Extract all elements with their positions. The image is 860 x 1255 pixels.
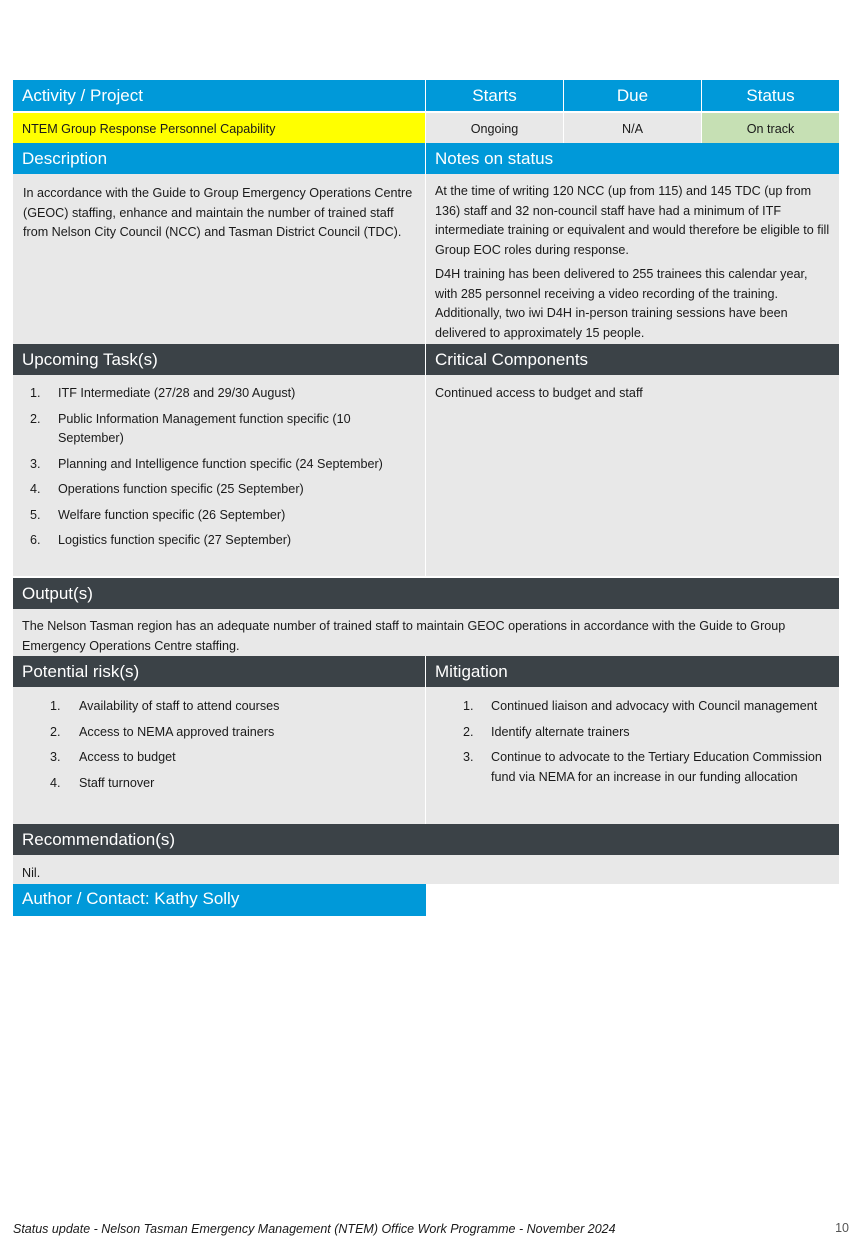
starts-header: Starts: [426, 80, 564, 111]
list-item: 6. Logistics function specific (27 September): [30, 533, 292, 547]
status-header: Status: [702, 80, 839, 111]
author-contact: Author / Contact: Kathy Solly: [13, 884, 426, 916]
project-due: N/A: [564, 113, 702, 143]
header-row: [13, 80, 839, 111]
project-row: [13, 113, 839, 143]
project-name: NTEM Group Response Personnel Capability: [13, 113, 426, 143]
project-starts: Ongoing: [426, 113, 564, 143]
output-body-row: [13, 609, 839, 656]
description-notes-header-row: [13, 143, 839, 174]
output-text: The Nelson Tasman region has an adequate number of trained staff to maintain GEOC operations in accordance with the Guide to Group Emergency Operations Centre staffing.: [22, 619, 786, 653]
mitigation-cell: [426, 687, 839, 824]
critical-heading: Critical Components: [426, 344, 839, 375]
list-item: 4. Staff turnover: [50, 775, 155, 790]
page-number: 10: [835, 1221, 849, 1235]
footer-text: Status update - Nelson Tasman Emergency Management (NTEM) Office Work Programme - November 2024: [13, 1222, 616, 1236]
notes-paragraph-2: D4H training has been delivered to 255 trainees this calendar year, with 285 personnel receiving a video recording of the training. Additionally, two iwi D4H in-person training sessions have been delivered to approximately 15 people.: [435, 267, 808, 340]
description-heading: Description: [13, 143, 426, 174]
list-item: 2. Public Information Management function specific (10 September): [30, 411, 351, 445]
risks-list: [43, 697, 415, 793]
recommendation-text: Nil.: [13, 855, 839, 884]
upcoming-heading: Upcoming Task(s): [13, 344, 426, 375]
list-item: 5. Welfare function specific (26 September): [30, 507, 286, 522]
output-cell: [13, 609, 839, 656]
critical-text: Continued access to budget and staff: [435, 386, 643, 400]
risk-mitigation-body-row: [13, 687, 839, 824]
mitigation-heading: Mitigation: [426, 656, 839, 687]
list-item: 3. Planning and Intelligence function specific (24 September): [30, 456, 383, 471]
notes-cell: [426, 174, 839, 344]
critical-cell: [426, 375, 839, 576]
project-status: On track: [702, 113, 839, 143]
activity-header: Activity / Project: [13, 80, 426, 111]
status-report-table: [13, 80, 839, 916]
list-item: 3. Continue to advocate to the Tertiary Education Commission fund via NEMA for an increase in our funding allocation: [463, 750, 822, 784]
description-text: In accordance with the Guide to Group Emergency Operations Centre (GEOC) staffing, enhance and maintain the number of trained staff from Nelson City Council (NCC) and Tasman District Council (TDC).: [23, 186, 413, 239]
output-header-row: [13, 578, 839, 609]
list-item: 2. Identify alternate trainers: [463, 724, 630, 739]
description-notes-body-row: [13, 174, 839, 344]
mitigation-list: [456, 697, 831, 787]
list-item: 1. ITF Intermediate (27/28 and 29/30 August): [30, 386, 296, 400]
due-header: Due: [564, 80, 702, 111]
list-item: 4. Operations function specific (25 September): [30, 482, 304, 496]
list-item: 2. Access to NEMA approved trainers: [50, 724, 275, 739]
notes-heading: Notes on status: [426, 143, 839, 174]
list-item: 1. Continued liaison and advocacy with Council management: [463, 699, 818, 713]
risks-heading: Potential risk(s): [13, 656, 426, 687]
upcoming-list: [23, 384, 415, 551]
upcoming-critical-body-row: [13, 375, 839, 576]
upcoming-cell: [13, 375, 426, 576]
author-row: [13, 884, 839, 916]
risks-cell: [13, 687, 426, 824]
recommendation-heading: Recommendation(s): [13, 824, 839, 855]
upcoming-critical-header-row: [13, 344, 839, 375]
list-item: 3. Access to budget: [50, 750, 176, 764]
list-item: 1. Availability of staff to attend courses: [50, 699, 280, 713]
notes-paragraph-1: At the time of writing 120 NCC (up from 115) and 145 TDC (up from 136) staff and 32 non-council staff have had a minimum of ITF intermediate training or equivalent and would therefore be eligible to fill Group EOC roles during response.: [435, 184, 830, 257]
description-cell: [13, 174, 426, 344]
output-heading: Output(s): [13, 578, 839, 609]
recommendation-body-row: [13, 855, 839, 884]
recommendation-header-row: [13, 824, 839, 855]
risk-mitigation-header-row: [13, 656, 839, 687]
